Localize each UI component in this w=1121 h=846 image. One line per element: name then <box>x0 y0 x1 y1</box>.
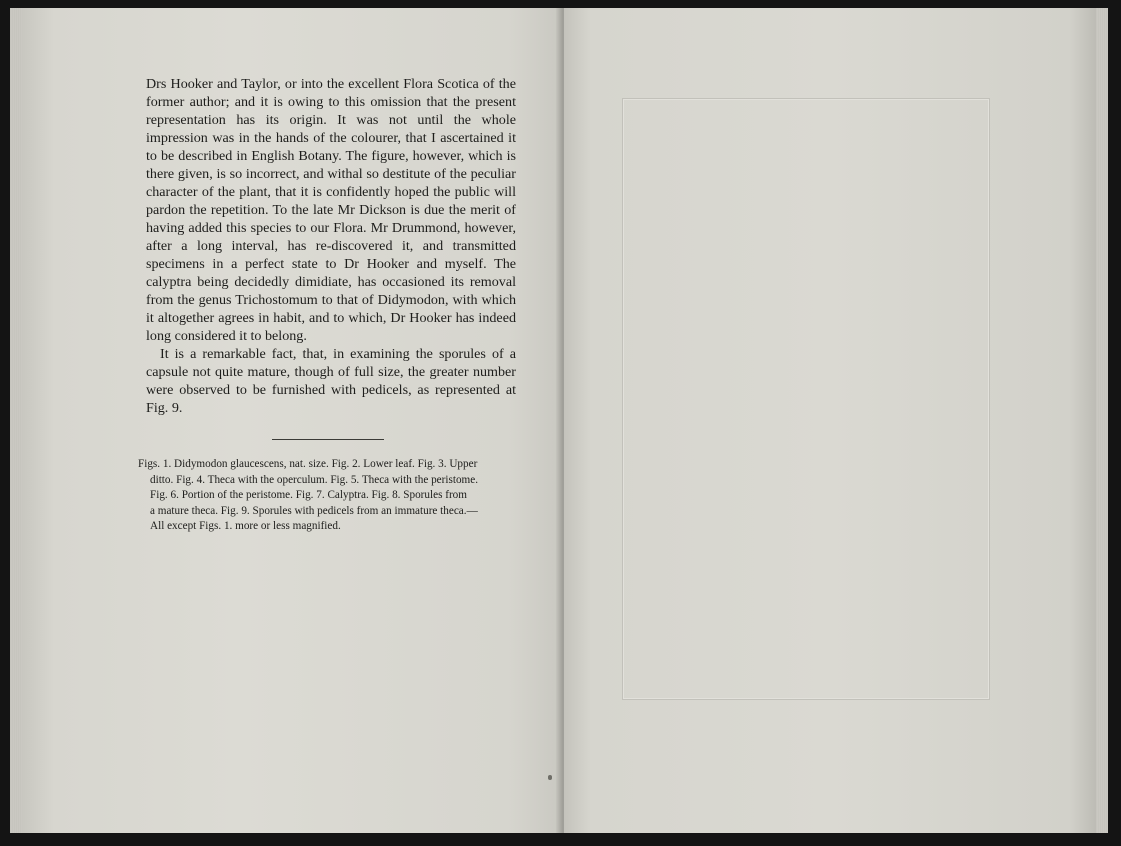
ink-spot <box>548 775 552 780</box>
body-text <box>146 75 516 417</box>
section-rule <box>272 439 384 440</box>
caption-line: Figs. 1. Didymodon glaucescens, nat. size. Fig. 2. Lower leaf. Fig. 3. Upper <box>138 458 478 470</box>
plate-impression-mark <box>622 98 990 700</box>
page-edges-right <box>1096 8 1108 833</box>
caption-line: All except Figs. 1. more or less magnified. <box>150 520 341 532</box>
figure-caption <box>138 457 520 535</box>
paragraph-1: Drs Hooker and Taylor, or into the excellent Flora Scotica of the former author; and it is owing to this omission that the present representation has its origin. It was not until the whole impression was in the hands of the colourer, that I ascertained it to be described in English Botany. The figure, however, which is there given, is so incorrect, and withal so destitute of the peculiar character of the plant, that it is confidently hoped the public will pardon the repetition. To the late Mr Dickson is due the merit of having added this species to our Flora. Mr Drummond, however, after a long interval, has re-discovered it, and transmitted specimens in a perfect state to Dr Hooker and myself. The calyptra being decidedly dimidiate, has occasioned its removal from the genus Trichostomum to that of Didymodon, with which it altogether agrees in habit, and to which, Dr Hooker has indeed long considered it to belong. <box>146 76 516 344</box>
caption-line: Fig. 6. Portion of the peristome. Fig. 7. Calyptra. Fig. 8. Sporules from <box>150 489 467 501</box>
page-edges-left <box>10 8 22 833</box>
caption-line: ditto. Fig. 4. Theca with the operculum. Fig. 5. Theca with the peristome. <box>150 473 479 486</box>
caption-line: a mature theca. Fig. 9. Sporules with pedicels from an immature theca.— <box>150 504 478 517</box>
paragraph-2: It is a remarkable fact, that, in examining the sporules of a capsule not quite mature, though of full size, the greater number were observed to be furnished with pedicels, as represented at Fig. 9. <box>146 346 516 416</box>
